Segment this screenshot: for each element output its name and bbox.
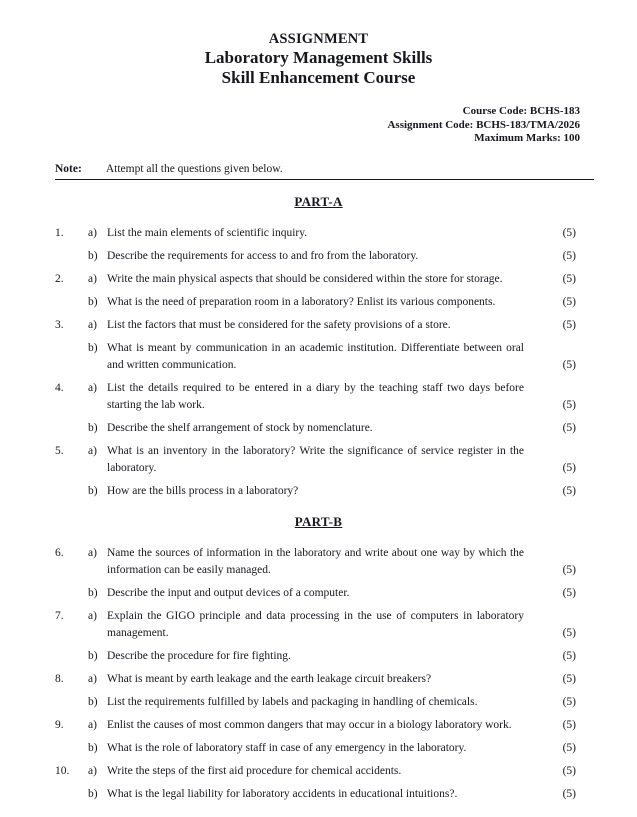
question-marks: (5) bbox=[562, 650, 576, 663]
question-part-row bbox=[55, 740, 576, 757]
question-part-letter: a) bbox=[88, 273, 97, 286]
question-part-row bbox=[55, 648, 576, 665]
question-marks: (5) bbox=[562, 765, 576, 778]
question-text: Write the steps of the first aid procedure for chemical accidents. bbox=[107, 765, 402, 778]
question-text: Write the main physical aspects that should be considered within the store for storage. bbox=[107, 273, 503, 286]
question-part-row bbox=[55, 380, 576, 414]
question-text: What is the legal liability for laboratory accidents in educational intuitions?. bbox=[107, 788, 458, 801]
question-part-letter: a) bbox=[88, 765, 97, 778]
question-marks: (5) bbox=[562, 627, 576, 640]
question-marks: (5) bbox=[562, 462, 576, 475]
assignment-code: Assignment Code: BCHS-183/TMA/2026 bbox=[387, 118, 580, 131]
question bbox=[55, 608, 576, 665]
question-number bbox=[55, 585, 88, 602]
question-marks: (5) bbox=[562, 319, 576, 332]
part-heading bbox=[0, 193, 637, 211]
question-part-letter: b) bbox=[88, 650, 98, 663]
question-number: 2. bbox=[55, 273, 64, 286]
questions-list bbox=[55, 545, 576, 803]
question-part-row bbox=[55, 340, 576, 374]
question-marks: (5) bbox=[562, 273, 576, 286]
page-title: ASSIGNMENT bbox=[268, 31, 369, 47]
question-part-row bbox=[55, 608, 576, 642]
question-part-letter: a) bbox=[88, 382, 97, 395]
question-part-letter: a) bbox=[88, 319, 97, 332]
question-number: 4. bbox=[55, 382, 64, 395]
question-number: 8. bbox=[55, 673, 64, 686]
questions-list bbox=[55, 225, 576, 500]
section bbox=[0, 193, 637, 500]
note-text: Attempt all the questions given below. bbox=[105, 163, 283, 176]
question bbox=[55, 443, 576, 500]
question-text: How are the bills process in a laboratory? bbox=[107, 485, 299, 498]
question-part-letter: b) bbox=[88, 696, 98, 709]
question-number bbox=[55, 248, 88, 265]
question-number bbox=[55, 483, 88, 500]
course-code: Course Code: BCHS-183 bbox=[462, 105, 580, 118]
question-marks: (5) bbox=[562, 227, 576, 240]
question-part-row bbox=[55, 225, 576, 242]
note-line bbox=[55, 163, 594, 180]
question-number: 9. bbox=[55, 719, 64, 732]
question-number bbox=[55, 340, 88, 374]
question-number bbox=[55, 648, 88, 665]
maximum-marks: Maximum Marks: 100 bbox=[474, 132, 580, 145]
question-number: 3. bbox=[55, 319, 64, 332]
title-block bbox=[0, 31, 637, 88]
note-label: Note: bbox=[55, 163, 82, 176]
question-text: Explain the GIGO principle and data processing in the use of computers in laboratory management. bbox=[107, 610, 524, 640]
question-text: Name the sources of information in the laboratory and write about one way by which the information can be easily managed. bbox=[107, 547, 524, 577]
question-part-row bbox=[55, 585, 576, 602]
question-part-letter: b) bbox=[88, 342, 98, 355]
question bbox=[55, 380, 576, 437]
question bbox=[55, 317, 576, 374]
question-part-row bbox=[55, 443, 576, 477]
question-part-letter: b) bbox=[88, 485, 98, 498]
question-part-letter: b) bbox=[88, 587, 98, 600]
question-part-row bbox=[55, 694, 576, 711]
question-part-letter: b) bbox=[88, 250, 98, 263]
question-part-row bbox=[55, 671, 576, 688]
question-part-row bbox=[55, 420, 576, 437]
question-text: What is the need of preparation room in a laboratory? Enlist its various components. bbox=[107, 296, 496, 309]
course-name-title: Laboratory Management Skills bbox=[204, 48, 433, 68]
section bbox=[0, 513, 637, 803]
question-text: List the main elements of scientific inquiry. bbox=[107, 227, 308, 240]
question-text: What is an inventory in the laboratory? Write the significance of service register in the laboratory. bbox=[107, 445, 524, 475]
question-marks: (5) bbox=[562, 673, 576, 686]
question-part-row bbox=[55, 483, 576, 500]
part-heading-text: PART-B bbox=[294, 514, 343, 530]
question-part-row bbox=[55, 248, 576, 265]
question-marks: (5) bbox=[562, 587, 576, 600]
question bbox=[55, 271, 576, 311]
question-marks: (5) bbox=[562, 719, 576, 732]
question-number: 5. bbox=[55, 445, 64, 458]
question-number bbox=[55, 420, 88, 437]
question-number: 6. bbox=[55, 547, 64, 560]
part-heading bbox=[0, 513, 637, 531]
question-marks: (5) bbox=[562, 485, 576, 498]
question-marks: (5) bbox=[562, 742, 576, 755]
question-text: Describe the shelf arrangement of stock by nomenclature. bbox=[107, 422, 373, 435]
question-text: List the details required to be entered in a diary by the teaching staff two days before starting the lab work. bbox=[107, 382, 524, 412]
question-part-letter: b) bbox=[88, 788, 98, 801]
question bbox=[55, 225, 576, 265]
question-part-letter: b) bbox=[88, 742, 98, 755]
question-part-letter: a) bbox=[88, 719, 97, 732]
question-part-row bbox=[55, 271, 576, 288]
question-part-letter: a) bbox=[88, 547, 97, 560]
question-text: What is the role of laboratory staff in case of any emergency in the laboratory. bbox=[107, 742, 467, 755]
question-number bbox=[55, 740, 88, 757]
question-part-row bbox=[55, 786, 576, 803]
question-number: 7. bbox=[55, 610, 64, 623]
question-part-letter: b) bbox=[88, 422, 98, 435]
question-marks: (5) bbox=[562, 250, 576, 263]
question-marks: (5) bbox=[562, 788, 576, 801]
question-marks: (5) bbox=[562, 696, 576, 709]
question-number: 10. bbox=[55, 765, 70, 778]
question-text: Describe the input and output devices of a computer. bbox=[107, 587, 350, 600]
part-heading-text: PART-A bbox=[294, 194, 343, 210]
question-marks: (5) bbox=[562, 359, 576, 372]
question-number bbox=[55, 694, 88, 711]
course-type-title: Skill Enhancement Course bbox=[221, 68, 416, 88]
code-block bbox=[0, 105, 637, 145]
question-part-row bbox=[55, 294, 576, 311]
question-part-letter: a) bbox=[88, 227, 97, 240]
question-marks: (5) bbox=[562, 422, 576, 435]
question-part-letter: a) bbox=[88, 673, 97, 686]
question-text: List the factors that must be considered for the safety provisions of a store. bbox=[107, 319, 451, 332]
question-part-letter: a) bbox=[88, 610, 97, 623]
question-part-row bbox=[55, 545, 576, 579]
question-text: What is meant by earth leakage and the earth leakage circuit breakers? bbox=[107, 673, 432, 686]
question-text: What is meant by communication in an academic institution. Differentiate between oral and written communication. bbox=[107, 342, 524, 372]
question-part-row bbox=[55, 717, 576, 734]
question-marks: (5) bbox=[562, 296, 576, 309]
question-marks: (5) bbox=[562, 399, 576, 412]
question-part-row bbox=[55, 317, 576, 334]
question bbox=[55, 671, 576, 711]
question-text: Describe the requirements for access to and fro from the laboratory. bbox=[107, 250, 419, 263]
question-part-letter: b) bbox=[88, 296, 98, 309]
question-part-row bbox=[55, 763, 576, 780]
sections-container bbox=[0, 193, 637, 803]
question-part-letter: a) bbox=[88, 445, 97, 458]
question-text: Enlist the causes of most common dangers that may occur in a biology laboratory work. bbox=[107, 719, 512, 732]
question bbox=[55, 717, 576, 757]
question bbox=[55, 763, 576, 803]
question-number: 1. bbox=[55, 227, 64, 240]
question-marks: (5) bbox=[562, 564, 576, 577]
question-text: List the requirements fulfilled by labels and packaging in handling of chemicals. bbox=[107, 696, 478, 709]
question-text: Describe the procedure for fire fighting. bbox=[107, 650, 291, 663]
question bbox=[55, 545, 576, 602]
question-number bbox=[55, 294, 88, 311]
question-number bbox=[55, 786, 88, 803]
